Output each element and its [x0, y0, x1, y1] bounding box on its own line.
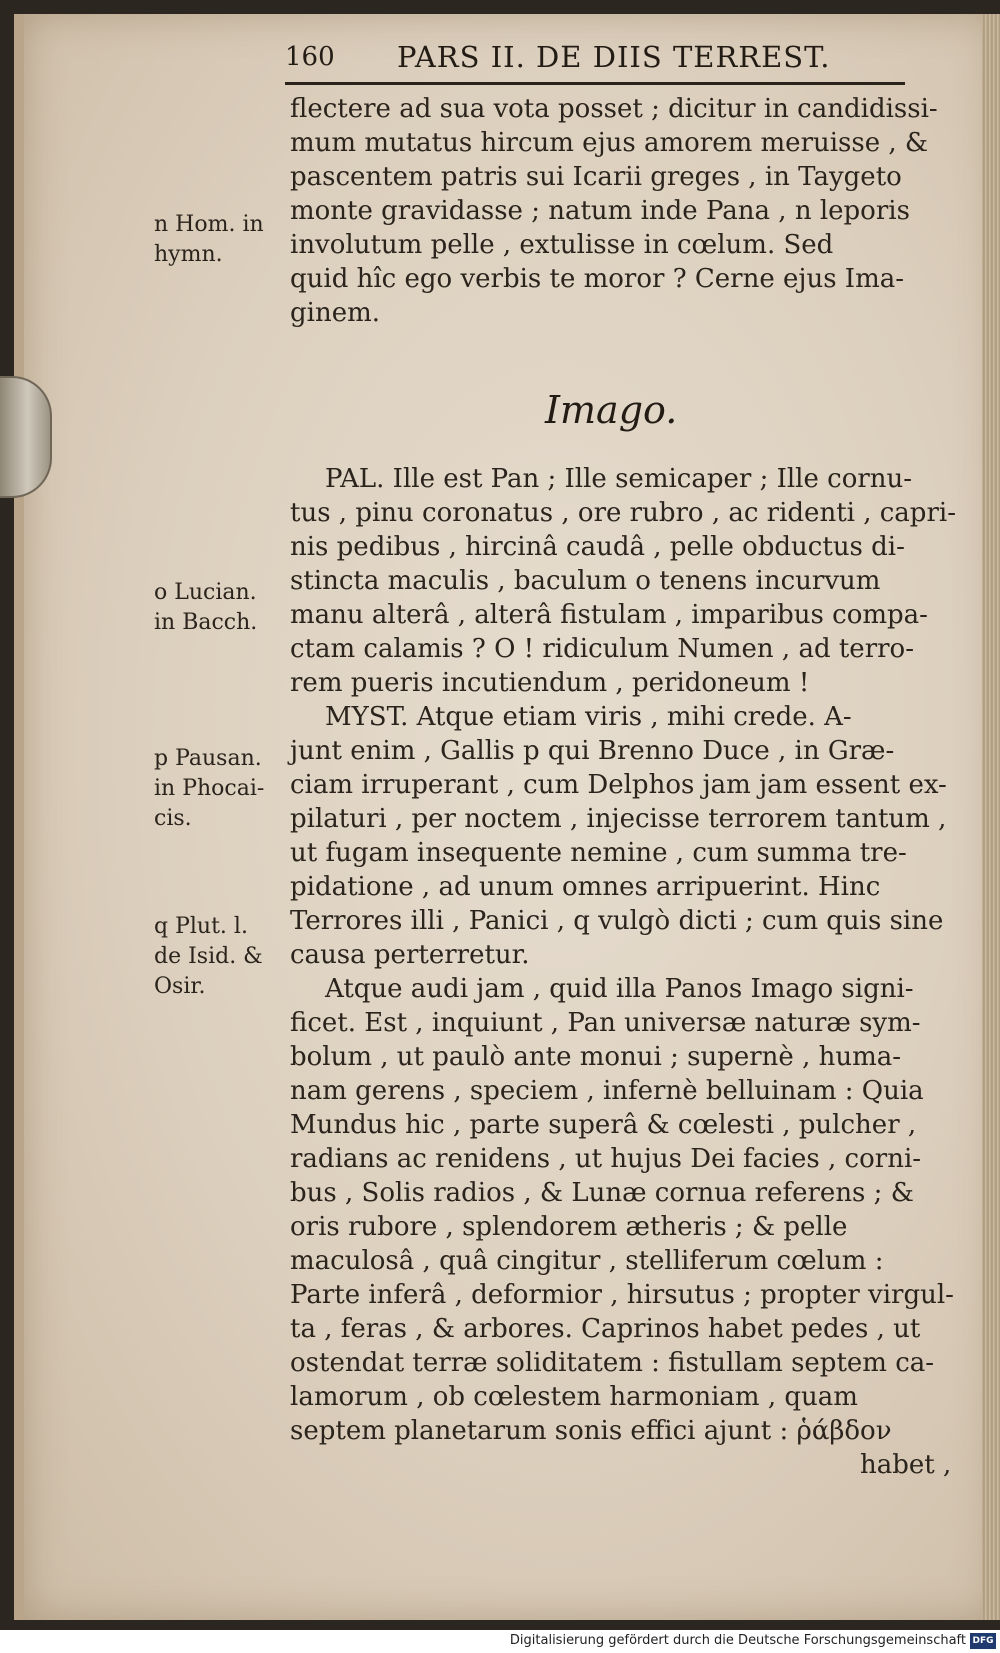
text-line: pidatione , ad unum omnes arripuerint. Hinc — [290, 872, 881, 902]
funding-credit: Digitalisierung gefördert durch die Deutsche Forschungsgemeinschaft — [509, 1633, 966, 1648]
text-line: nis pedibus , hircinâ caudâ , pelle obductus di- — [290, 532, 905, 562]
footer-bar — [0, 1630, 1000, 1653]
margin-note: de Isid. & — [154, 944, 263, 969]
text-line: maculosâ , quâ cingitur , stelliferum cœlum : — [290, 1246, 884, 1276]
margin-note: Osir. — [154, 974, 206, 999]
margin-note: o Lucian. — [154, 580, 257, 605]
text-line: quid hîc ego verbis te moror ? Cerne ejus Ima- — [290, 264, 905, 294]
text-line: Terrores illi , Panici , q vulgò dicti ; cum quis sine — [290, 906, 944, 936]
text-line: rem pueris incutiendum , peridoneum ! — [290, 668, 810, 698]
text-line: pascentem patris sui Icarii greges , in Taygeto — [290, 162, 902, 192]
text-line: nam gerens , speciem , infernè belluinam : Quia — [290, 1076, 924, 1106]
text-line: flectere ad sua vota posset ; dicitur in candidissi- — [290, 94, 938, 124]
page-clip — [0, 376, 52, 498]
text-line: manu alterâ , alterâ fistulam , imparibus compa- — [290, 600, 928, 630]
page-edges — [982, 14, 1000, 1620]
text-line: tus , pinu coronatus , ore rubro , ac ridenti , capri- — [290, 498, 956, 528]
text-line: ciam irruperant , cum Delphos jam jam essent ex- — [290, 770, 947, 800]
running-head: PARS II. DE DIIS TERREST. — [397, 40, 831, 74]
text-line: junt enim , Gallis p qui Brenno Duce , in Græ- — [290, 736, 895, 766]
text-line: ctam calamis ? O ! ridiculum Numen , ad terro- — [290, 634, 914, 664]
margin-note: q Plut. l. — [154, 914, 248, 939]
text-line: oris rubore , splendorem ætheris ; & pelle — [290, 1212, 848, 1242]
text-line: PAL. Ille est Pan ; Ille semicaper ; Ille cornu- — [325, 464, 913, 494]
page-number: 160 — [285, 42, 335, 72]
section-title: Imago. — [545, 388, 678, 432]
text-line: bolum , ut paulò ante monui ; supernè , huma- — [290, 1042, 902, 1072]
text-line: MYST. Atque etiam viris , mihi crede. A- — [325, 702, 852, 732]
text-line: mum mutatus hircum ejus amorem meruisse , & — [290, 128, 929, 158]
text-line: pilaturi , per noctem , injecisse terrorem tantum , — [290, 804, 947, 834]
margin-note: in Phocai- — [154, 776, 265, 801]
text-line: stincta maculis , baculum o tenens incurvum — [290, 566, 881, 596]
text-line: ostendat terræ soliditatem : fistullam septem ca- — [290, 1348, 935, 1378]
text-line: ta , feras , & arbores. Caprinos habet pedes , ut — [290, 1314, 921, 1344]
margin-note: in Bacch. — [154, 610, 258, 635]
text-line: ut fugam insequente nemine , cum summa tre- — [290, 838, 907, 868]
text-line: ginem. — [290, 298, 381, 328]
margin-note: p Pausan. — [154, 746, 262, 771]
margin-note: hymn. — [154, 242, 223, 267]
dfg-logo-icon: DFG — [970, 1633, 996, 1649]
text-line: involutum pelle , extulisse in cœlum. Sed — [290, 230, 834, 260]
text-line: habet , — [860, 1450, 952, 1480]
text-line: Parte inferâ , deformior , hirsutus ; propter virgul- — [290, 1280, 954, 1310]
margin-note: n Hom. in — [154, 212, 264, 237]
text-line: Atque audi jam , quid illa Panos Imago signi- — [325, 974, 914, 1004]
text-line: ficet. Est , inquiunt , Pan universæ naturæ sym- — [290, 1008, 921, 1038]
text-line: septem planetarum sonis effici ajunt : ῥάβδον — [290, 1416, 892, 1446]
margin-note: cis. — [154, 806, 192, 831]
text-line: lamorum , ob cœlestem harmoniam , quam — [290, 1382, 858, 1412]
text-line: monte gravidasse ; natum inde Pana , n leporis — [290, 196, 910, 226]
text-line: radians ac renidens , ut hujus Dei facies , corni- — [290, 1144, 922, 1174]
text-line: Mundus hic , parte superâ & cœlesti , pulcher , — [290, 1110, 917, 1140]
text-line: bus , Solis radios , & Lunæ cornua referens ; & — [290, 1178, 914, 1208]
text-line: causa perterretur. — [290, 940, 530, 970]
page-header — [285, 40, 905, 85]
